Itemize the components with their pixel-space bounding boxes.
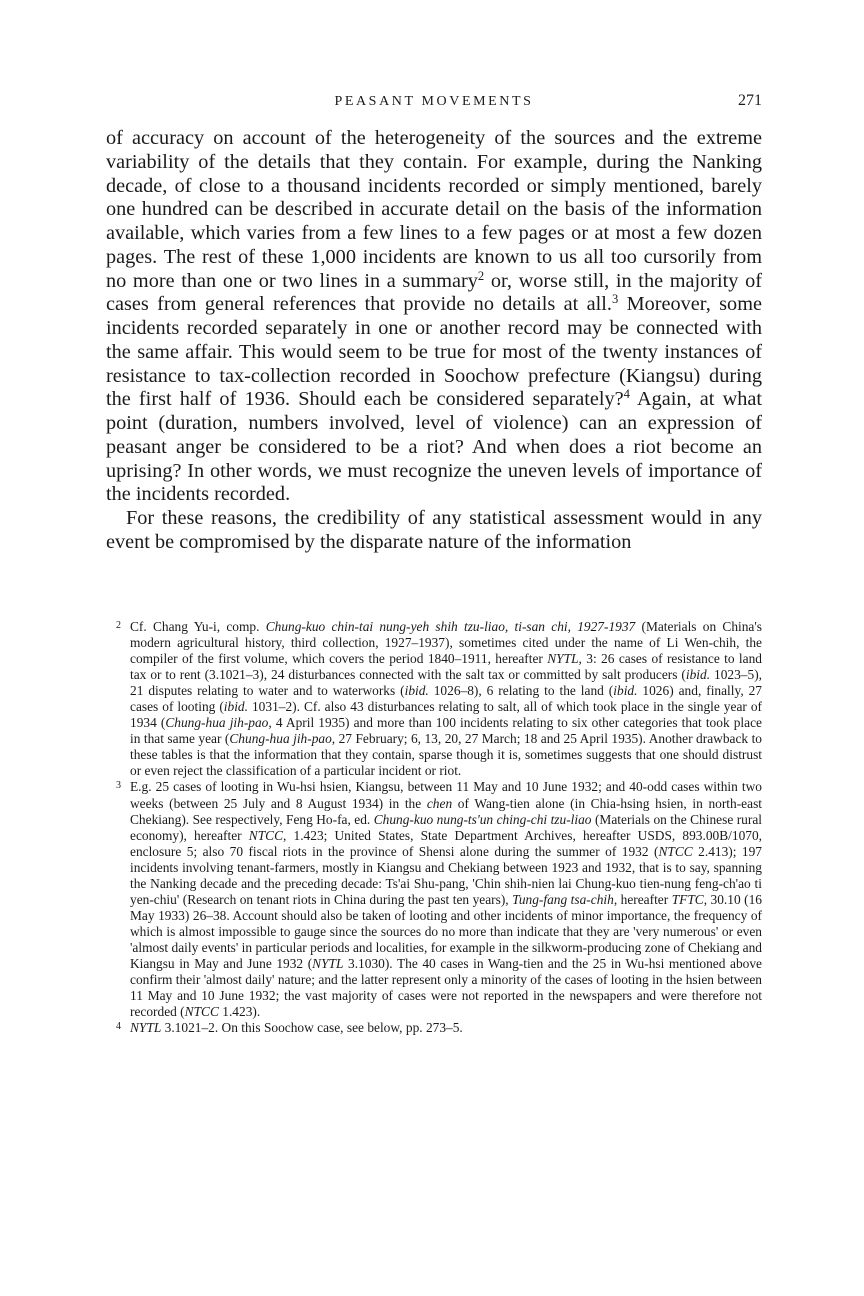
- footnote-italic-run: Chung-hua jih-pao: [229, 731, 332, 747]
- page-header: [106, 92, 762, 116]
- footnote-text-run: of Wang-tien alone (in Chia-hsing hsien, in north-east Chekiang). See respectively, Feng Ho-fa, ed.: [130, 795, 762, 827]
- footnote-text-run: (Materials on the Chinese rural economy), hereafter: [130, 811, 762, 843]
- footnote-italic-run: NYTL: [547, 651, 579, 667]
- footnote-text-run: 3.1021–2. On this Soochow case, see below, pp. 273–5.: [161, 1020, 463, 1036]
- footnote-italic-run: NTCC: [658, 843, 693, 859]
- footnote-number: 4: [116, 1021, 121, 1033]
- footnote-text-run: 1026) and, finally, 27 cases of looting (: [130, 683, 763, 715]
- page-number: 271: [738, 92, 762, 109]
- footnote-text-run: 1.423).: [218, 1004, 261, 1020]
- footnote-text-run: 1023–5), 21 disputes relating to water and to waterworks (: [130, 667, 762, 699]
- footnote-text-run: 2.413); 197 incidents involving tenant-farmers, mostly in Kiangsu and Chekiang between 1923 and 1932, that is to say, spanning the Nanking decade and the preceding decade: Ts'ai Shu-pang, 'Chin shih-nien lai Chung-kuo tien-nung feng-ch'ao ti yen-chiu' (Research on tenant riots in China during the past ten years),: [130, 843, 762, 907]
- paragraph-1-part-d: Again, at what point (duration, numbers involved, level of violence) can an expression of peasant anger be considered to be a riot? And when does a riot become an uprising? In other words, we must recognize the uneven levels of importance of the incidents recorded.: [106, 388, 762, 506]
- footnote-italic-run: Chung-hua jih-pao: [165, 715, 269, 731]
- footnote-number: 2: [116, 620, 121, 631]
- footnote-italic-run: ibid.: [223, 699, 248, 715]
- footnote-number: 3: [116, 780, 121, 792]
- footnote-italic-run: ibid.: [613, 683, 638, 699]
- paragraph-1: [106, 127, 762, 507]
- paragraph-1-part-a: of accuracy on account of the heterogeneity of the sources and the extreme variability of the details that they contain. For example, during the Nanking decade, of close to a thousand incidents recorded or simply mentioned, barely one hundred can be described in accurate detail on the basis of the information available, which varies from a few lines to a few pages or at most a few dozen pages. The rest of these 1,000 incidents are known to us all too cursorily from no more than one or two lines in a summary: [106, 127, 762, 292]
- footnotes: [116, 619, 763, 1036]
- footnote-italic-run: NYTL: [130, 1020, 162, 1036]
- paragraph-1-part-b: or, worse still, in the majority of cases from general references that provide no details at all.: [106, 269, 762, 316]
- footnote-italic-run: NTCC: [184, 1004, 219, 1020]
- footnote-italic-run: NYTL: [312, 955, 344, 971]
- footnote-italic-run: TFTC: [671, 891, 704, 907]
- footnote-3: [116, 779, 762, 1020]
- footnote-text-run: (Materials on China's modern agricultural history, third collection, 1927–1937), sometimes cited under the name of Li Wen-chih, the compiler of the first volume, which covers the period 1840–1911, hereafter: [130, 619, 763, 667]
- paragraph-2: For these reasons, the credibility of any statistical assessment would in any event be compromised by the disparate nature of the information: [106, 507, 762, 553]
- footnote-text-run: , 1.423; United States, State Department Archives, hereafter USDS, 893.00B/1070, enclosure 5; also 70 fiscal riots in the province of Shensi alone during the summer of 1932 (: [130, 827, 762, 859]
- footnote-ref-4: 4: [623, 387, 630, 402]
- footnote-text-run: , 4 April 1935) and more than 100 incidents relating to six other categories that took place in that same year (: [130, 715, 762, 747]
- running-head: PEASANT MOVEMENTS: [334, 94, 534, 109]
- footnote-text-run: , 3: 26 cases of resistance to land tax or to rent (3.1021–3), 24 disturbances connected with the salt tax or committed by salt producers (: [130, 651, 762, 683]
- main-text: [106, 127, 762, 555]
- footnote-text-run: 1026–8), 6 relating to the land (: [428, 683, 614, 699]
- footnote-italic-run: ibid.: [404, 683, 429, 699]
- paragraph-1-part-c: Moreover, some incidents recorded separately in one or another record may be connected with the same affair. This would seem to be true for most of the twenty instances of resistance to tax-collection recorded in Soochow prefecture (Kiangsu) during the first half of 1936. Should each be considered separately?: [106, 293, 762, 411]
- footnote-ref-3: 3: [611, 292, 619, 307]
- footnote-text-run: Cf. Chang Yu-i, comp.: [130, 619, 266, 634]
- footnote-text-run: , 30.10 (16 May 1933) 26–38. Account should also be taken of looting and other incidents of minor importance, the frequency of which is almost impossible to gauge since the sources do no more than indicate that they are 'very numerous' or even 'almost daily events' in particular periods and localities, for example in the silkworm-producing zone of Chekiang and Kiangsu in May and June 1932 (: [130, 891, 762, 971]
- footnote-4: [116, 1020, 762, 1036]
- footnote-italic-run: ibid.: [685, 667, 711, 683]
- footnote-italic-run: Chung-kuo nung-ts'un ching-chi tzu-liao: [373, 811, 592, 827]
- footnote-text-run: , hereafter: [613, 891, 672, 907]
- footnote-text-run: 1031–2). Cf. also 43 disturbances relating to salt, all of which took place in the single year of 1934 (: [130, 699, 762, 731]
- footnote-text-run: 3.1030). The 40 cases in Wang-tien and the 25 in Wu-hsi mentioned above confirm their 'almost daily' nature; and the latter represent only a minority of the cases of looting in the hsien between 11 May and 10 June 1932; the vast majority of cases were not reported in the newspapers and were therefore not recorded (: [130, 955, 762, 1020]
- footnote-2: [116, 619, 763, 779]
- footnote-text-run: , 27 February; 6, 13, 20, 27 March; 18 and 25 April 1935). Another drawback to these tables is that the information that they contain, sparse though it is, sometimes suggests that one should distrust or even reject the classification of a particular incident or riot.: [130, 731, 762, 779]
- footnote-italic-run: Chung-kuo chin-tai nung-yeh shih tzu-liao, ti-san chi, 1927-1937: [265, 619, 636, 634]
- footnote-ref-2: 2: [477, 268, 485, 283]
- footnote-italic-run: Tung-fang tsa-chih: [512, 891, 614, 907]
- footnote-italic-run: chen: [426, 795, 453, 811]
- footnote-italic-run: NTCC: [248, 827, 284, 843]
- footnote-text-run: E.g. 25 cases of looting in Wu-hsi hsien, Kiangsu, between 11 May and 10 June 1932; and 40-odd cases within two weeks (between 25 July and 8 August 1934) in the: [130, 779, 762, 811]
